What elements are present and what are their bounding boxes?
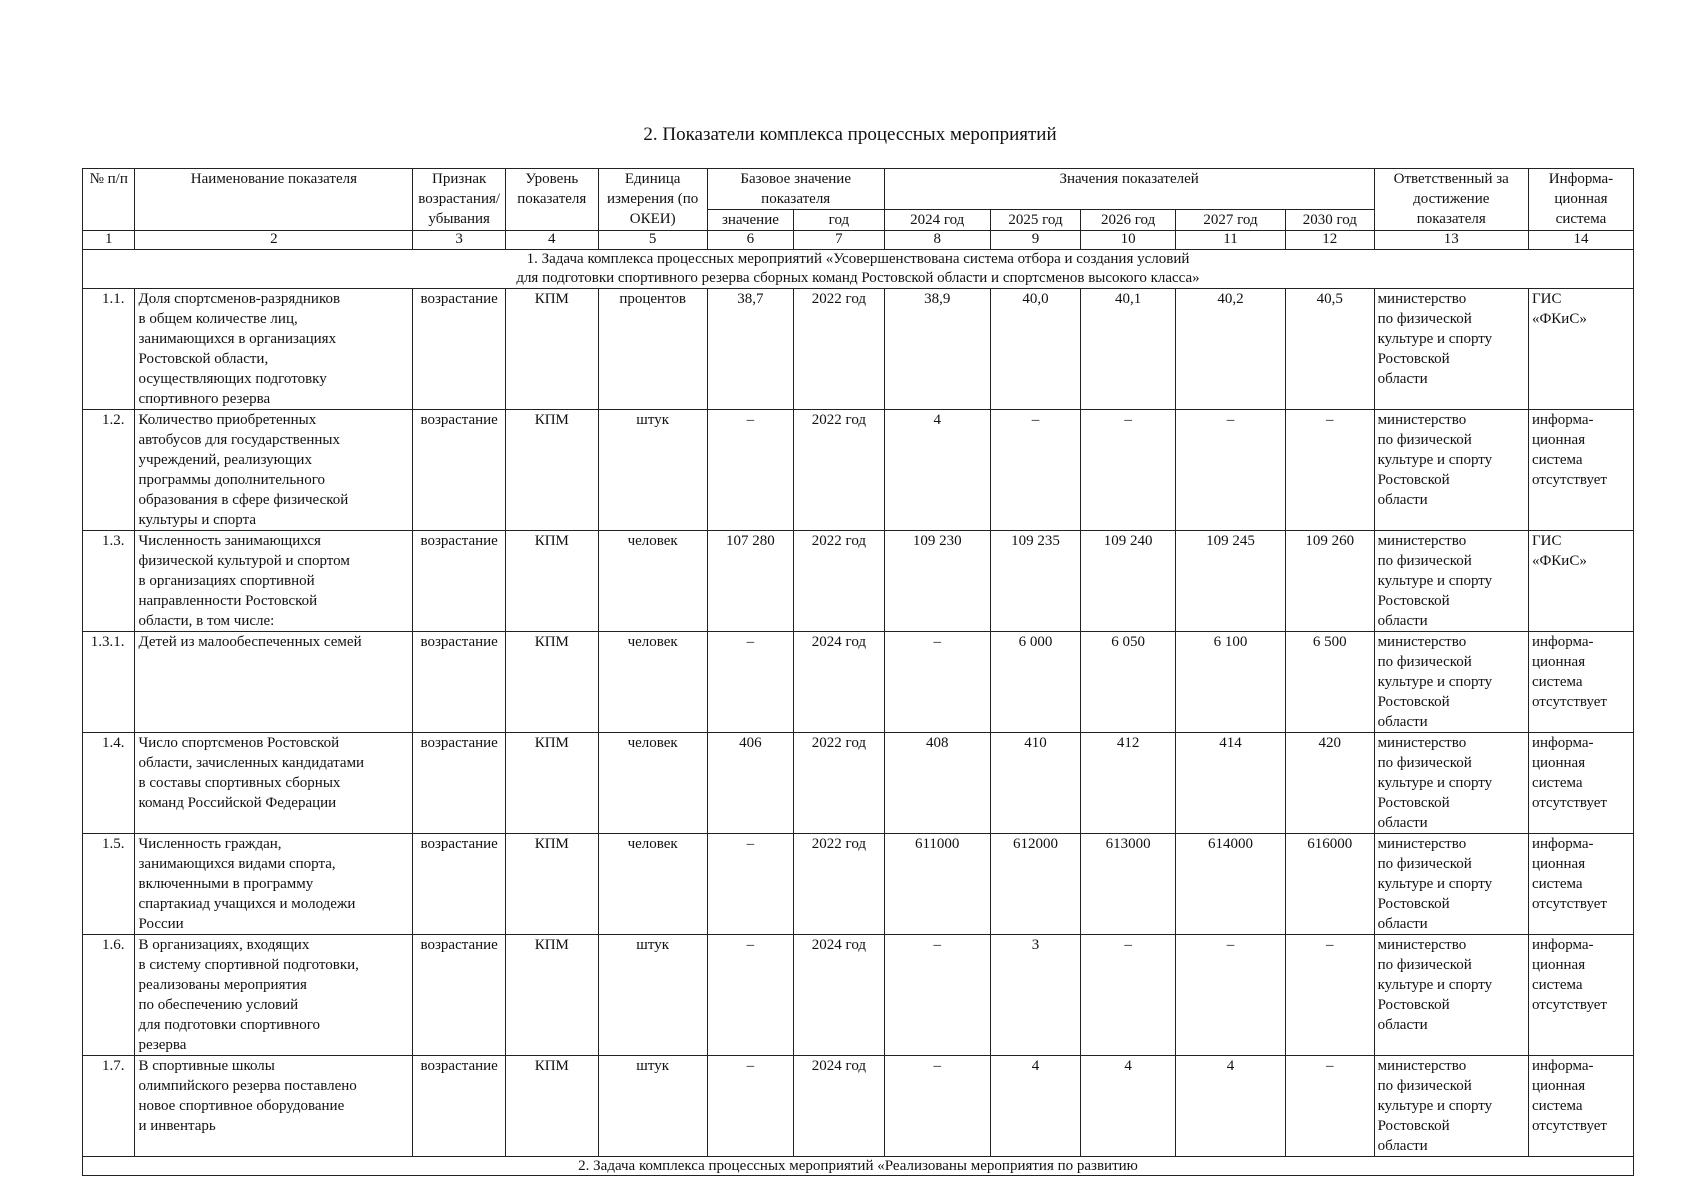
responsible: министерство по физической культуре и спорту Ростовской области xyxy=(1374,935,1528,1056)
base-value: – xyxy=(707,632,793,733)
indicator-level: КПМ xyxy=(505,1056,598,1157)
unit: человек xyxy=(598,834,707,935)
indicator-level: КПМ xyxy=(505,834,598,935)
value-2027: 614000 xyxy=(1175,834,1285,935)
base-value: – xyxy=(707,410,793,531)
row-number: 1.1. xyxy=(83,289,135,410)
base-year: 2022 год xyxy=(794,733,885,834)
value-2025: – xyxy=(990,410,1081,531)
table-row xyxy=(83,935,1634,1056)
value-2024: 109 230 xyxy=(884,531,990,632)
info-system: информа- ционная система отсутствует xyxy=(1528,834,1633,935)
value-2030: 420 xyxy=(1286,733,1375,834)
value-2027: – xyxy=(1175,410,1285,531)
header-base-value: значение xyxy=(707,210,793,231)
base-year: 2022 год xyxy=(794,410,885,531)
indicator-level: КПМ xyxy=(505,289,598,410)
trend-sign: возрастание xyxy=(413,1056,506,1157)
responsible: министерство по физической культуре и спорту Ростовской области xyxy=(1374,289,1528,410)
table-row xyxy=(83,632,1634,733)
responsible: министерство по физической культуре и спорту Ростовской области xyxy=(1374,733,1528,834)
unit: штук xyxy=(598,935,707,1056)
unit: штук xyxy=(598,1056,707,1157)
value-2026: 6 050 xyxy=(1081,632,1176,733)
unit: человек xyxy=(598,632,707,733)
info-system: ГИС «ФКиС» xyxy=(1528,289,1633,410)
trend-sign: возрастание xyxy=(413,632,506,733)
col-number: 3 xyxy=(413,231,506,250)
header-level: Уровень показателя xyxy=(505,169,598,231)
base-value: 406 xyxy=(707,733,793,834)
table-row xyxy=(83,733,1634,834)
header-year-2025: 2025 год xyxy=(990,210,1081,231)
indicator-level: КПМ xyxy=(505,410,598,531)
data-rows xyxy=(83,289,1634,1157)
value-2024: 611000 xyxy=(884,834,990,935)
indicator-level: КПМ xyxy=(505,935,598,1056)
indicator-name: Численность граждан, занимающихся видами спорта, включенными в программу спартакиад учащихся и молодежи России xyxy=(135,834,413,935)
unit: процентов xyxy=(598,289,707,410)
value-2026: 613000 xyxy=(1081,834,1176,935)
unit: штук xyxy=(598,410,707,531)
task-2-title: 2. Задача комплекса процессных мероприятий «Реализованы мероприятия по развитию xyxy=(83,1157,1634,1176)
base-year: 2024 год xyxy=(794,632,885,733)
row-number: 1.7. xyxy=(83,1056,135,1157)
responsible: министерство по физической культуре и спорту Ростовской области xyxy=(1374,1056,1528,1157)
header-year-2026: 2026 год xyxy=(1081,210,1176,231)
header-responsible: Ответственный за достижение показателя xyxy=(1374,169,1528,231)
value-2026: 4 xyxy=(1081,1056,1176,1157)
header-values: Значения показателей xyxy=(884,169,1374,210)
col-number: 8 xyxy=(884,231,990,250)
trend-sign: возрастание xyxy=(413,935,506,1056)
trend-sign: возрастание xyxy=(413,410,506,531)
info-system: ГИС «ФКиС» xyxy=(1528,531,1633,632)
col-number: 14 xyxy=(1528,231,1633,250)
value-2027: 414 xyxy=(1175,733,1285,834)
base-value: – xyxy=(707,935,793,1056)
col-number: 9 xyxy=(990,231,1081,250)
header-num: № п/п xyxy=(83,169,135,231)
header-base-year: год xyxy=(794,210,885,231)
col-number: 10 xyxy=(1081,231,1176,250)
value-2026: – xyxy=(1081,935,1176,1056)
value-2030: 616000 xyxy=(1286,834,1375,935)
value-2025: 612000 xyxy=(990,834,1081,935)
base-year: 2024 год xyxy=(794,935,885,1056)
value-2024: – xyxy=(884,1056,990,1157)
responsible: министерство по физической культуре и спорту Ростовской области xyxy=(1374,410,1528,531)
row-number: 1.3. xyxy=(83,531,135,632)
value-2024: 408 xyxy=(884,733,990,834)
table-row xyxy=(83,410,1634,531)
indicator-level: КПМ xyxy=(505,733,598,834)
col-number: 7 xyxy=(794,231,885,250)
unit: человек xyxy=(598,733,707,834)
col-number: 2 xyxy=(135,231,413,250)
header-system: Информа-ционная система xyxy=(1528,169,1633,231)
value-2025: 6 000 xyxy=(990,632,1081,733)
value-2027: 40,2 xyxy=(1175,289,1285,410)
base-value: – xyxy=(707,834,793,935)
info-system: информа- ционная система отсутствует xyxy=(1528,935,1633,1056)
responsible: министерство по физической культуре и спорту Ростовской области xyxy=(1374,632,1528,733)
value-2030: 109 260 xyxy=(1286,531,1375,632)
indicator-level: КПМ xyxy=(505,632,598,733)
header-base: Базовое значение показателя xyxy=(707,169,884,210)
header-sign: Признак возрастания/ убывания xyxy=(413,169,506,231)
base-year: 2024 год xyxy=(794,1056,885,1157)
indicators-table xyxy=(82,168,1634,1176)
header-unit: Единица измерения (по ОКЕИ) xyxy=(598,169,707,231)
page-title: 2. Показатели комплекса процессных мероприятий xyxy=(643,124,1057,145)
trend-sign: возрастание xyxy=(413,733,506,834)
col-number: 13 xyxy=(1374,231,1528,250)
col-number: 4 xyxy=(505,231,598,250)
unit: человек xyxy=(598,531,707,632)
value-2025: 4 xyxy=(990,1056,1081,1157)
indicator-name: Число спортсменов Ростовской области, зачисленных кандидатами в составы спортивных сборных команд Российской Федерации xyxy=(135,733,413,834)
value-2024: – xyxy=(884,935,990,1056)
col-number: 6 xyxy=(707,231,793,250)
value-2024: 38,9 xyxy=(884,289,990,410)
row-number: 1.4. xyxy=(83,733,135,834)
column-number-row xyxy=(83,231,1634,250)
responsible: министерство по физической культуре и спорту Ростовской области xyxy=(1374,531,1528,632)
header-name: Наименование показателя xyxy=(135,169,413,231)
base-year: 2022 год xyxy=(794,834,885,935)
table-row xyxy=(83,1056,1634,1157)
value-2030: – xyxy=(1286,410,1375,531)
info-system: информа- ционная система отсутствует xyxy=(1528,410,1633,531)
indicator-name: Численность занимающихся физической культурой и спортом в организациях спортивной направленности Ростовской области, в том числе: xyxy=(135,531,413,632)
col-number: 1 xyxy=(83,231,135,250)
table-row xyxy=(83,834,1634,935)
row-number: 1.5. xyxy=(83,834,135,935)
header-year-2024: 2024 год xyxy=(884,210,990,231)
responsible: министерство по физической культуре и спорту Ростовской области xyxy=(1374,834,1528,935)
table-row xyxy=(83,531,1634,632)
base-year: 2022 год xyxy=(794,289,885,410)
value-2027: 6 100 xyxy=(1175,632,1285,733)
task-1-title: 1. Задача комплекса процессных мероприятий «Усовершенствована система отбора и создания условий для подготовки спортивного резерва сборных команд Ростовской области и спортсменов высокого класса» xyxy=(83,250,1634,289)
value-2030: – xyxy=(1286,935,1375,1056)
value-2027: – xyxy=(1175,935,1285,1056)
task-row-2 xyxy=(83,1157,1634,1176)
indicator-name: В спортивные школы олимпийского резерва поставлено новое спортивное оборудование и инвентарь xyxy=(135,1056,413,1157)
value-2024: – xyxy=(884,632,990,733)
trend-sign: возрастание xyxy=(413,531,506,632)
col-number: 11 xyxy=(1175,231,1285,250)
value-2024: 4 xyxy=(884,410,990,531)
value-2025: 109 235 xyxy=(990,531,1081,632)
base-value: – xyxy=(707,1056,793,1157)
header-row xyxy=(83,169,1634,210)
value-2030: 40,5 xyxy=(1286,289,1375,410)
task-row-1 xyxy=(83,250,1634,289)
header-year-2030: 2030 год xyxy=(1286,210,1375,231)
indicator-name: Детей из малообеспеченных семей xyxy=(135,632,413,733)
value-2026: – xyxy=(1081,410,1176,531)
base-year: 2022 год xyxy=(794,531,885,632)
header-year-2027: 2027 год xyxy=(1175,210,1285,231)
value-2026: 412 xyxy=(1081,733,1176,834)
value-2026: 109 240 xyxy=(1081,531,1176,632)
col-number: 5 xyxy=(598,231,707,250)
indicator-name: В организациях, входящих в систему спортивной подготовки, реализованы мероприятия по обеспечению условий для подготовки спортивного резерва xyxy=(135,935,413,1056)
indicator-name: Доля спортсменов-разрядников в общем количестве лиц, занимающихся в организациях Ростовской области, осуществляющих подготовку спортивного резерва xyxy=(135,289,413,410)
indicator-name: Количество приобретенных автобусов для государственных учреждений, реализующих программы дополнительного образования в сфере физической культуры и спорта xyxy=(135,410,413,531)
row-number: 1.2. xyxy=(83,410,135,531)
value-2030: – xyxy=(1286,1056,1375,1157)
base-value: 107 280 xyxy=(707,531,793,632)
value-2025: 40,0 xyxy=(990,289,1081,410)
value-2027: 4 xyxy=(1175,1056,1285,1157)
value-2025: 3 xyxy=(990,935,1081,1056)
info-system: информа- ционная система отсутствует xyxy=(1528,733,1633,834)
col-number: 12 xyxy=(1286,231,1375,250)
info-system: информа- ционная система отсутствует xyxy=(1528,632,1633,733)
table-row xyxy=(83,289,1634,410)
value-2026: 40,1 xyxy=(1081,289,1176,410)
value-2025: 410 xyxy=(990,733,1081,834)
trend-sign: возрастание xyxy=(413,289,506,410)
info-system: информа- ционная система отсутствует xyxy=(1528,1056,1633,1157)
row-number: 1.3.1. xyxy=(83,632,135,733)
trend-sign: возрастание xyxy=(413,834,506,935)
base-value: 38,7 xyxy=(707,289,793,410)
indicator-level: КПМ xyxy=(505,531,598,632)
value-2030: 6 500 xyxy=(1286,632,1375,733)
value-2027: 109 245 xyxy=(1175,531,1285,632)
row-number: 1.6. xyxy=(83,935,135,1056)
